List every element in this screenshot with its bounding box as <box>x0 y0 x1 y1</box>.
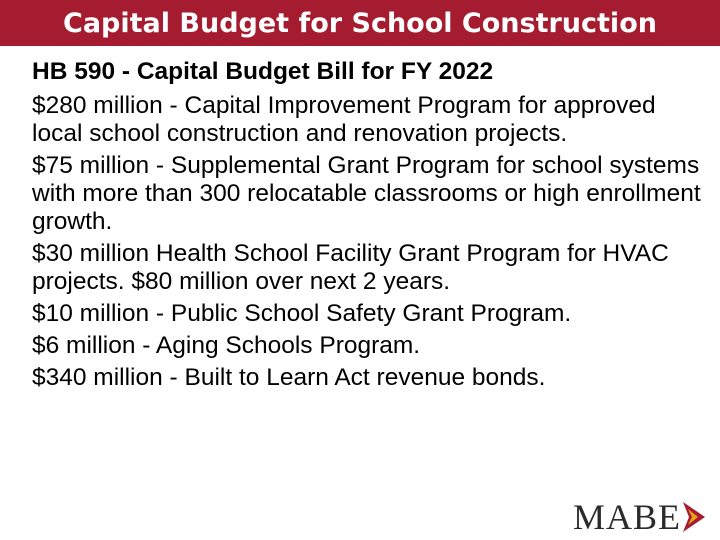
slide-title: Capital Budget for School Construction <box>63 7 657 39</box>
mabe-logo <box>573 498 705 536</box>
budget-item-3: $30 million Health School Facility Grant Program for HVAC projects. $80 million over next 2 years. <box>32 240 669 295</box>
logo-arrow-icon <box>683 502 705 532</box>
budget-item-4: $10 million - Public School Safety Grant Program. <box>32 300 572 327</box>
title-bar <box>0 0 720 46</box>
budget-item-1: $280 million - Capital Improvement Program for approved local school construction and renovation projects. <box>32 92 656 147</box>
budget-item-5: $6 million - Aging Schools Program. <box>32 332 421 359</box>
bill-heading: HB 590 - Capital Budget Bill for FY 2022 <box>32 58 494 85</box>
logo-wordmark: MABE <box>573 497 682 537</box>
budget-item-2: $75 million - Supplemental Grant Program for school systems with more than 300 relocatable classrooms or high enrollment growth. <box>32 152 701 235</box>
slide-content <box>32 58 712 396</box>
budget-item-6: $340 million - Built to Learn Act revenue bonds. <box>32 364 546 391</box>
